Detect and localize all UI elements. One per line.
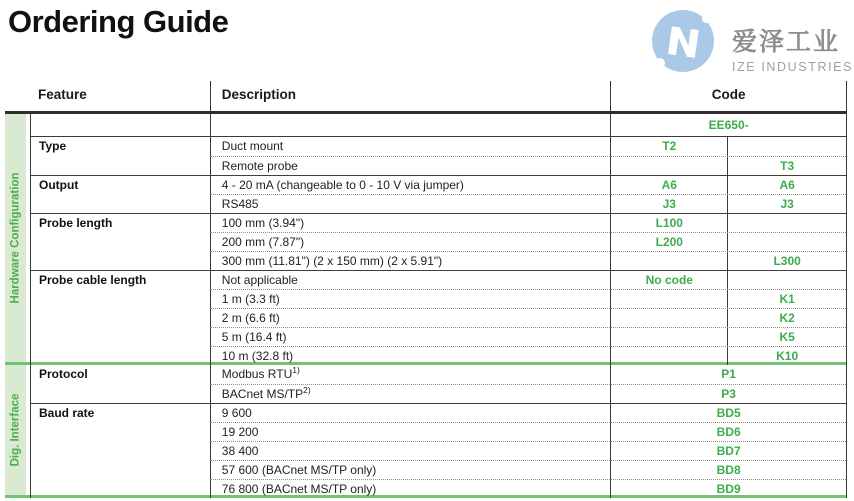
description-cell: 10 m (32.8 ft) bbox=[210, 346, 611, 365]
code-right: K2 bbox=[779, 311, 795, 325]
feature-cell: Output bbox=[30, 176, 210, 194]
ordering-table bbox=[30, 114, 847, 498]
code-left bbox=[611, 252, 728, 270]
table-row bbox=[30, 327, 847, 346]
code-prefix-row bbox=[30, 114, 847, 137]
description-cell: 5 m (16.4 ft) bbox=[210, 327, 611, 346]
table-row bbox=[30, 422, 847, 441]
code-prefix-cell: EE650- bbox=[610, 114, 846, 136]
description-cell: 4 - 20 mA (changeable to 0 - 10 V via jumper) bbox=[210, 176, 611, 194]
description-cell: Not applicable bbox=[210, 271, 611, 289]
feature-cell bbox=[30, 114, 210, 136]
feature-cell: Protocol bbox=[30, 365, 210, 384]
feature-cell bbox=[30, 289, 210, 308]
section-label-dig-interface: Dig. Interface bbox=[9, 393, 22, 467]
description-cell: RS485 bbox=[210, 194, 611, 213]
description-cell: 9 600 bbox=[210, 404, 611, 422]
code-cell bbox=[610, 214, 846, 232]
code-cell bbox=[610, 289, 846, 308]
code-cell: BD8 bbox=[610, 460, 846, 479]
feature-cell bbox=[30, 194, 210, 213]
code-cell bbox=[610, 194, 846, 213]
code-left: L100 bbox=[611, 214, 728, 232]
code-right bbox=[728, 271, 846, 289]
feature-cell: Probe length bbox=[30, 214, 210, 232]
feature-cell bbox=[30, 384, 210, 403]
table-row bbox=[30, 137, 847, 156]
code-right: K10 bbox=[776, 349, 799, 363]
logo-cn-text: 爱泽工业 bbox=[732, 28, 841, 56]
description-cell: 38 400 bbox=[210, 441, 611, 460]
section-band-hardware bbox=[5, 114, 26, 362]
code-cell: BD5 bbox=[610, 404, 846, 422]
description-cell bbox=[210, 384, 611, 403]
feature-cell bbox=[30, 251, 210, 270]
description-cell: Remote probe bbox=[210, 156, 611, 175]
code-left: J3 bbox=[611, 195, 728, 213]
table-row bbox=[30, 289, 847, 308]
feature-cell: Type bbox=[30, 137, 210, 156]
table-row bbox=[30, 365, 847, 384]
table-row bbox=[30, 460, 847, 479]
description-cell: 300 mm (11.81") (2 x 150 mm) (2 x 5.91") bbox=[210, 251, 611, 270]
code-cell bbox=[610, 271, 846, 289]
description-cell: 100 mm (3.94") bbox=[210, 214, 611, 232]
section-band-dig-interface bbox=[5, 365, 26, 495]
footnote-ref: 1) bbox=[292, 365, 300, 375]
header-description: Description bbox=[210, 81, 611, 111]
code-cell bbox=[610, 308, 846, 327]
table-row bbox=[30, 251, 847, 270]
feature-cell: Baud rate bbox=[30, 404, 210, 422]
feature-cell bbox=[30, 346, 210, 365]
code-left bbox=[611, 157, 728, 175]
table-row bbox=[30, 270, 847, 289]
description-cell: 1 m (3.3 ft) bbox=[210, 289, 611, 308]
code-cell: P1 bbox=[610, 365, 846, 384]
code-right: K1 bbox=[779, 292, 795, 306]
feature-cell bbox=[30, 232, 210, 251]
table-row bbox=[30, 156, 847, 175]
code-right: T3 bbox=[780, 159, 795, 173]
feature-cell bbox=[30, 327, 210, 346]
company-logo bbox=[650, 6, 854, 76]
table-row bbox=[30, 441, 847, 460]
code-cell: BD6 bbox=[610, 422, 846, 441]
feature-cell bbox=[30, 460, 210, 479]
code-left: L200 bbox=[611, 233, 728, 251]
description-cell: 57 600 (BACnet MS/TP only) bbox=[210, 460, 611, 479]
section-label-hardware: Hardware Configuration bbox=[9, 172, 22, 304]
code-left: T2 bbox=[611, 137, 728, 156]
code-cell bbox=[610, 251, 846, 270]
description-cell bbox=[210, 365, 611, 384]
table-row bbox=[30, 346, 847, 365]
table-row bbox=[30, 479, 847, 498]
code-right bbox=[728, 233, 846, 251]
code-left bbox=[611, 328, 728, 346]
code-right: A6 bbox=[779, 178, 795, 192]
table-row bbox=[30, 232, 847, 251]
table-row bbox=[30, 308, 847, 327]
code-cell: BD7 bbox=[610, 441, 846, 460]
table-row bbox=[30, 175, 847, 194]
table-row bbox=[30, 194, 847, 213]
description-cell: 76 800 (BACnet MS/TP only) bbox=[210, 479, 611, 498]
code-cell: BD9 bbox=[610, 479, 846, 498]
code-right: J3 bbox=[780, 197, 794, 211]
logo-text bbox=[732, 22, 853, 74]
code-left bbox=[611, 347, 728, 365]
table-row bbox=[30, 403, 847, 422]
table-row bbox=[30, 213, 847, 232]
code-right bbox=[728, 214, 846, 232]
description-cell: Duct mount bbox=[210, 137, 611, 156]
logo-en-text: IZE INDUSTRIES bbox=[732, 60, 854, 74]
feature-cell bbox=[30, 308, 210, 327]
description-text: BACnet MS/TP bbox=[221, 387, 304, 401]
header-feature: Feature bbox=[38, 87, 87, 102]
description-cell: 19 200 bbox=[210, 422, 611, 441]
description-cell: 2 m (6.6 ft) bbox=[210, 308, 611, 327]
feature-cell bbox=[30, 441, 210, 460]
code-cell bbox=[610, 176, 846, 194]
code-left bbox=[611, 290, 728, 308]
code-right bbox=[728, 137, 846, 156]
page-title: Ordering Guide bbox=[8, 4, 229, 39]
code-cell bbox=[610, 346, 846, 365]
code-right: L300 bbox=[773, 254, 801, 268]
description-cell: 200 mm (7.87") bbox=[210, 232, 611, 251]
code-cell bbox=[610, 327, 846, 346]
code-left bbox=[611, 309, 728, 327]
code-left: No code bbox=[611, 271, 728, 289]
code-cell: P3 bbox=[610, 384, 846, 403]
description-cell bbox=[210, 114, 611, 136]
code-cell bbox=[610, 137, 846, 156]
feature-cell bbox=[30, 422, 210, 441]
description-text: Modbus RTU bbox=[221, 367, 293, 381]
table-header-row bbox=[30, 81, 847, 111]
table-row bbox=[30, 384, 847, 403]
code-cell bbox=[610, 156, 846, 175]
code-right: K5 bbox=[779, 330, 795, 344]
feature-cell: Probe cable length bbox=[30, 271, 210, 289]
feature-cell bbox=[30, 479, 210, 498]
code-left: A6 bbox=[611, 176, 728, 194]
logo-mark-icon bbox=[650, 8, 716, 74]
feature-cell bbox=[30, 156, 210, 175]
footnote-ref: 2) bbox=[303, 385, 311, 395]
header-code: Code bbox=[610, 81, 846, 111]
code-cell bbox=[610, 232, 846, 251]
